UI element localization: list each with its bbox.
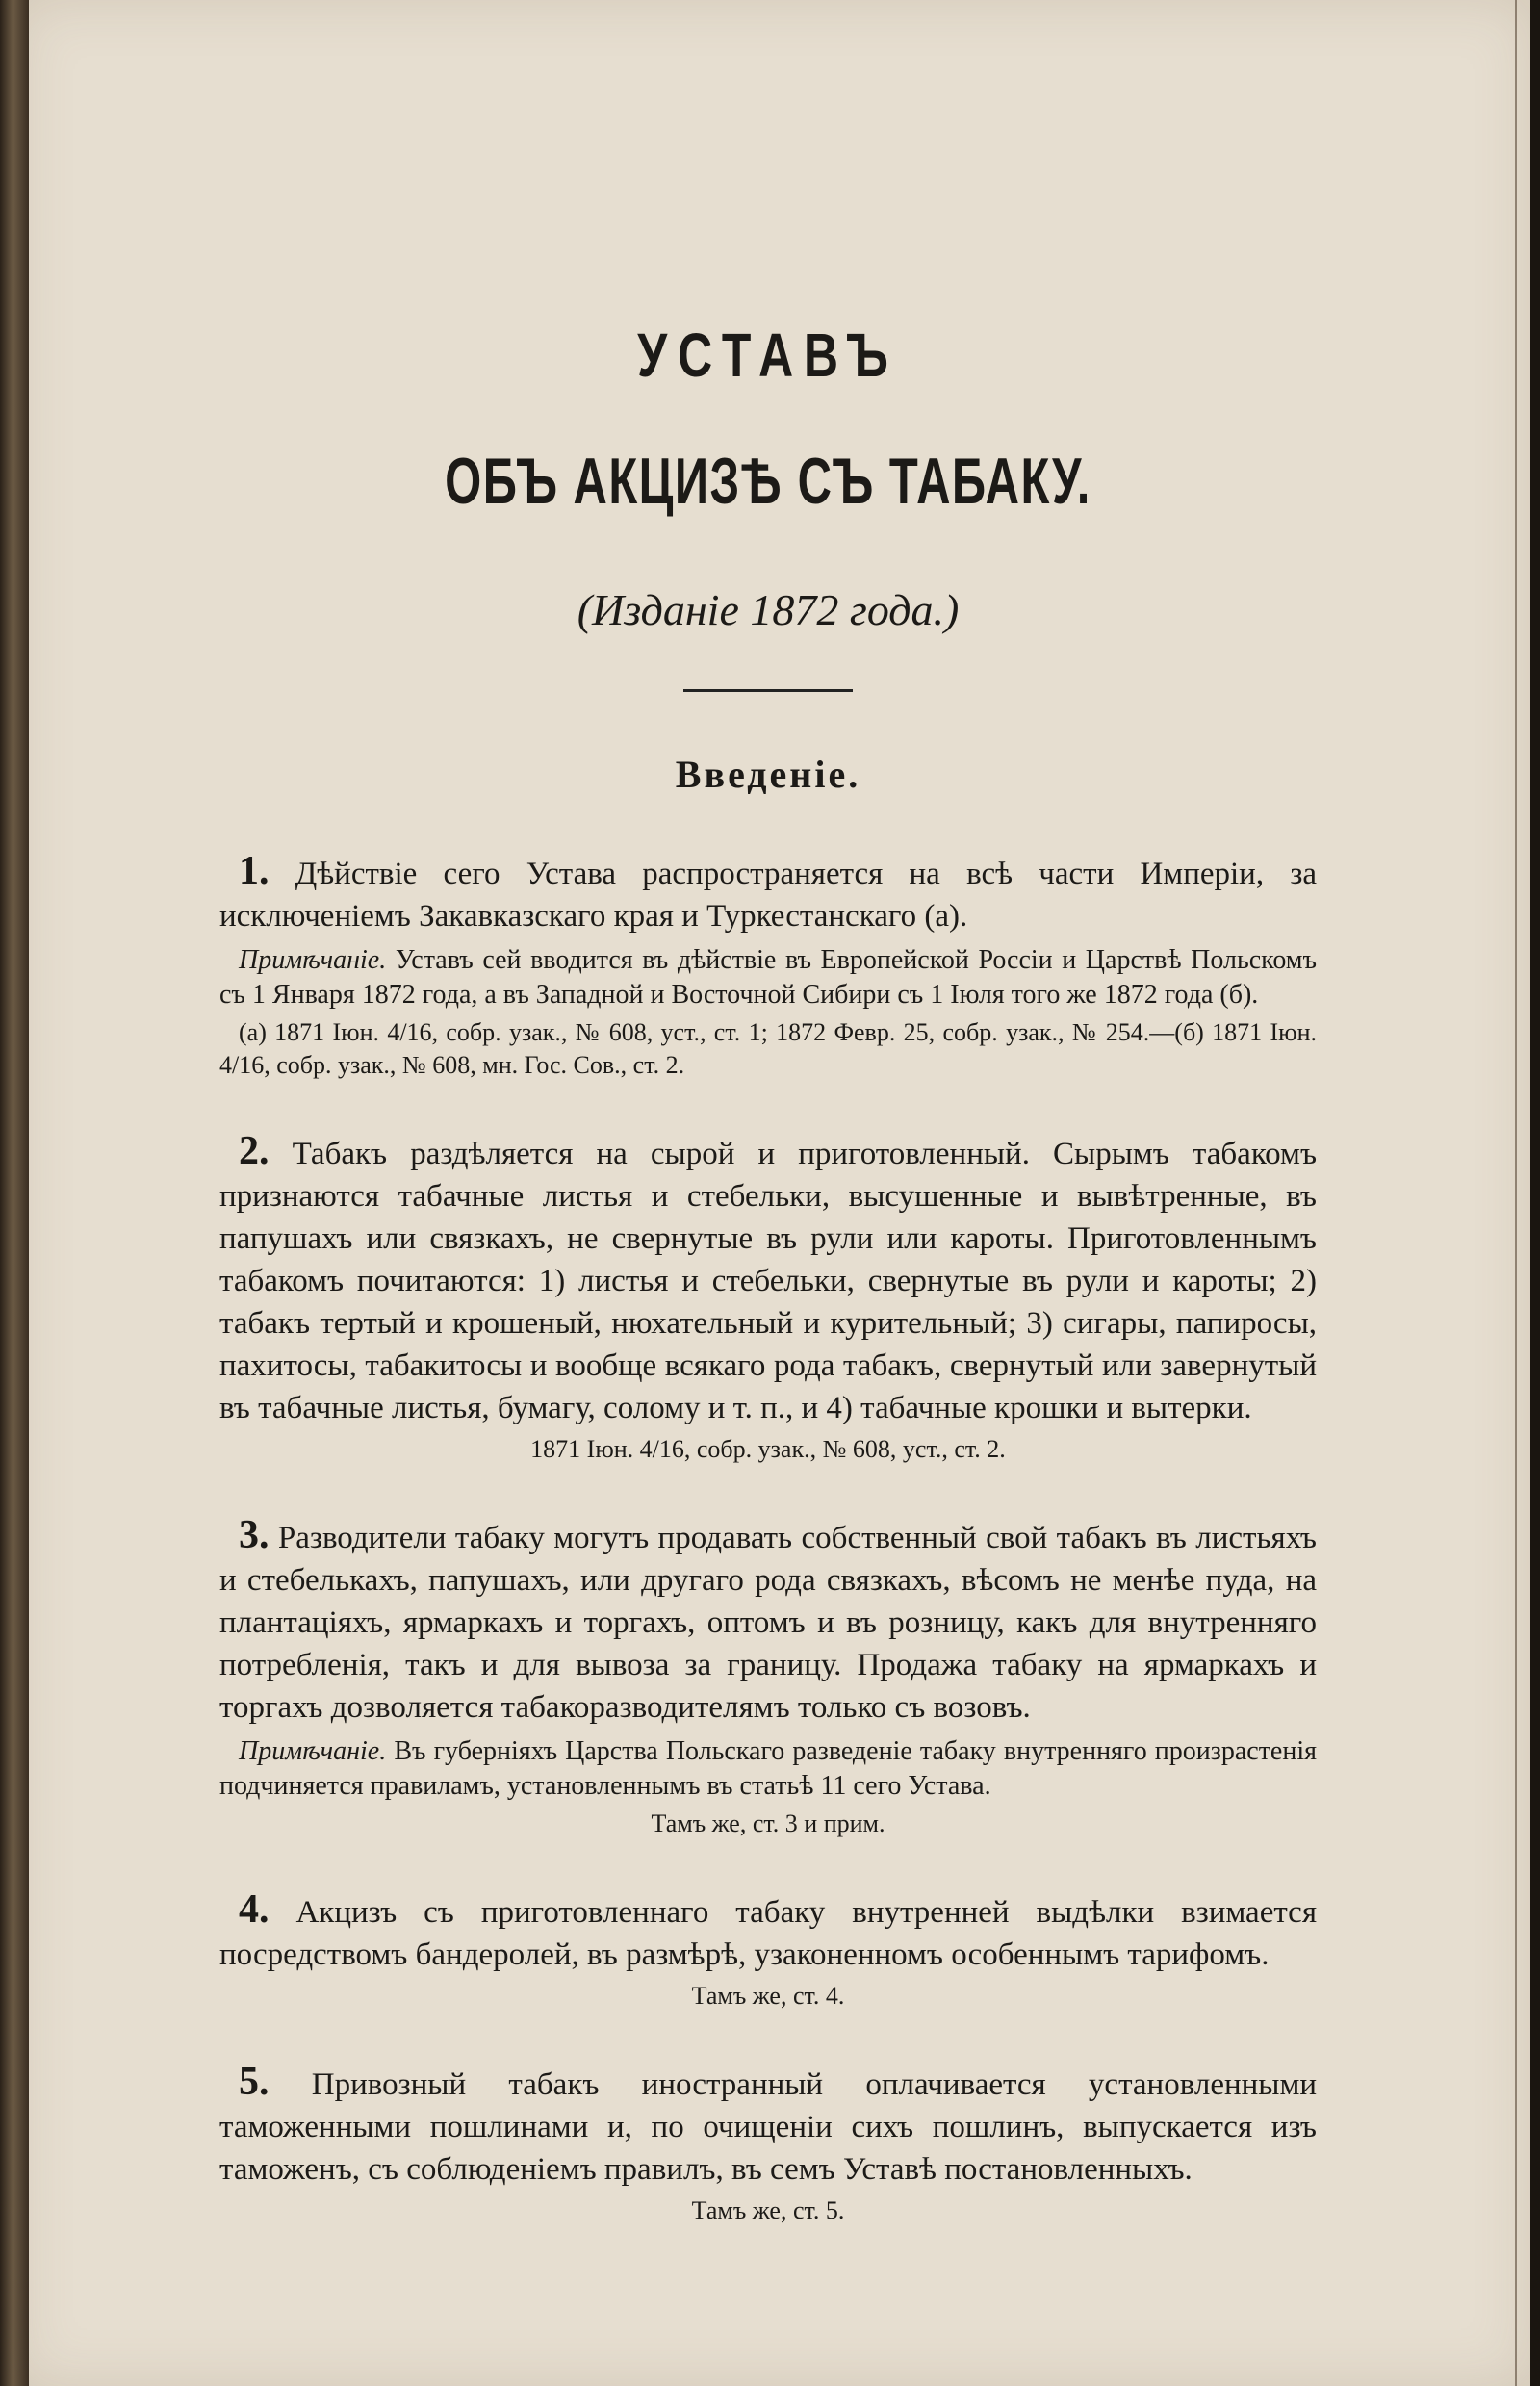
article-source: Тамъ же, ст. 5. — [691, 2196, 845, 2224]
article-number: 2. — [239, 1129, 270, 1173]
page-edge — [1515, 0, 1517, 2386]
title-divider — [683, 689, 853, 692]
article-source: Тамъ же, ст. 4. — [691, 1982, 845, 2010]
article-3 — [219, 1514, 1317, 1840]
document-subtitle: ОБЪ АКЦИЗѢ СЪ ТАБАКУ. — [445, 445, 1091, 518]
article-note: Примѣчаніе. Въ губерніяхъ Царства Польскаго разведеніе табаку внутренняго произрастенія подчиняется правиламъ, установленнымъ въ статьѣ 11 сего Устава. — [219, 1736, 1317, 1801]
article-text: 1. Дѣйствіе сего Устава распространяется на всѣ части Имперіи, за исключеніемъ Закавказскаго края и Туркестанскаго (а). — [219, 849, 1318, 934]
edition-line: (Изданіе 1872 года.) — [577, 585, 960, 634]
article-text: 5. Привозный табакъ иностранный оплачивается установленными таможенными пошлинами и, по очищеніи сихъ пошлинъ, выпускается изъ таможенъ, съ соблюденіемъ правилъ, въ семъ Уставѣ постановленныхъ. — [219, 2060, 1317, 2187]
article-source: Тамъ же, ст. 3 и прим. — [651, 1809, 886, 1837]
article-text: 4. Акцизъ съ приготовленнаго табаку внутренней выдѣлки взимается посредствомъ бандеролей, въ размѣрѣ, узаконенномъ особеннымъ тарифомъ. — [219, 1887, 1318, 1972]
book-binding — [0, 0, 29, 2386]
article-text: 3. Разводители табаку могутъ продавать собственный свой табакъ въ листьяхъ и стебелькахъ, папушахъ, или другаго рода связкахъ, вѣсомъ не менѣе пуда, на плантаціяхъ, ярмаркахъ и торгахъ, оптомъ и въ розницу, какъ для внутренняго потребленія, такъ и для вывоза за границу. Продажа табаку на ярмаркахъ и торгахъ дозволяется табакоразводителямъ только съ возовъ. — [219, 1513, 1317, 1725]
document-body — [219, 318, 1317, 2227]
article-4 — [219, 1888, 1317, 2013]
article-2 — [219, 1130, 1317, 1466]
article-references: (а) 1871 Іюн. 4/16, собр. узак., № 608, уст., ст. 1; 1872 Февр. 25, собр. узак., № 254.—(б) 1871 Іюн. 4/16, собр. узак., № 608, мн. Гос. Сов., ст. 2. — [219, 1018, 1317, 1079]
section-heading: Введеніе. — [675, 753, 861, 796]
article-text: 2. Табакъ раздѣляется на сырой и приготовленный. Сырымъ табакомъ признаются табачные листья и стебельки, высушенные и вывѣтренные, въ папушахъ или связкахъ, не свернутые въ рули или кароты. Приготовленнымъ табакомъ почитаются: 1) листья и стебельки, свернутые въ рули и кароты; 2) табакъ тертый и крошеный, нюхательный и курительный; 3) сигары, папиросы, пахитосы, табакитосы и вообще всякаго рода табакъ, свернутый или завернутый въ табачные листья, бумагу, солому и т. п., и 4) табачные крошки и вытерки. — [219, 1129, 1318, 1425]
article-1 — [219, 850, 1317, 1082]
article-number: 1. — [239, 849, 270, 893]
article-number: 5. — [239, 2060, 270, 2104]
article-source: 1871 Іюн. 4/16, собр. узак., № 608, уст., ст. 2. — [530, 1435, 1006, 1463]
document-title: УСТАВЪ — [637, 321, 899, 390]
article-note: Примѣчаніе. Уставъ сей вводится въ дѣйствіе въ Европейской Россіи и Царствѣ Польскомъ съ 1 Января 1872 года, а въ Западной и Восточной Сибири съ 1 Іюля того же 1872 года (б). — [219, 945, 1317, 1010]
page — [17, 0, 1530, 2386]
article-number: 4. — [239, 1887, 270, 1932]
article-number: 3. — [239, 1513, 270, 1557]
article-5 — [219, 2061, 1317, 2227]
